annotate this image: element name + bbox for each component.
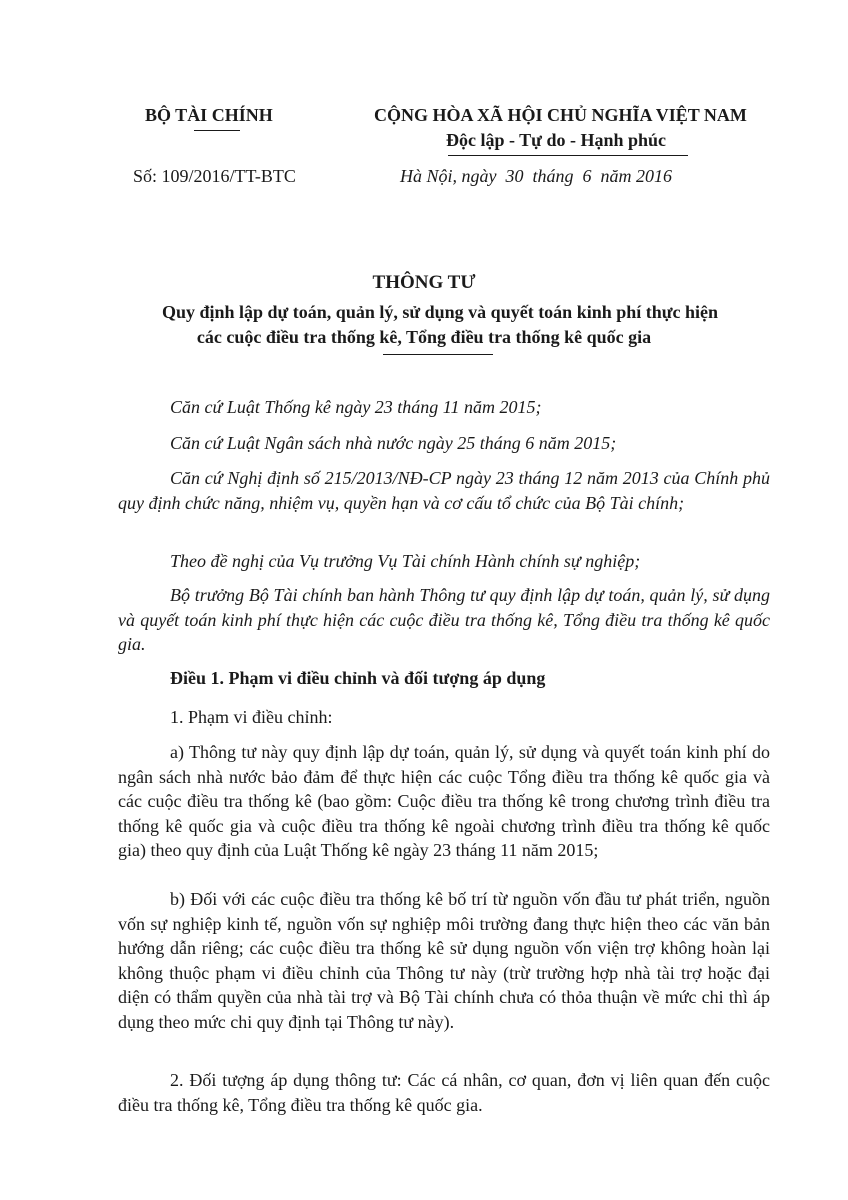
point-b: b) Đối với các cuộc điều tra thống kê bố trí từ nguồn vốn đầu tư phát triển, nguồn vốn sự nghiệp kinh tế, nguồn vốn sự nghiệp môi trường đang thực hiện theo các văn bản hướng dẫn riêng; các cuộc điều tra thống kê sử dụng nguồn vốn viện trợ không hoàn lại không thuộc phạm vi điều chỉnh của Thông tư này (trừ trường hợp nhà tài trợ hoặc đại diện có thẩm quyền của nhà tài trợ và Bộ Tài chính chưa có thỏa thuận về mức chi thì áp dụng theo mức chi quy định tại Thông tư này). <box>118 889 770 1032</box>
clause-1: 1. Phạm vi điều chỉnh: <box>170 707 333 727</box>
national-motto: Độc lập - Tự do - Hạnh phúc <box>446 130 667 150</box>
preamble-item: Căn cứ Luật Ngân sách nhà nước ngày 25 tháng 6 năm 2015; <box>170 433 617 453</box>
ministry-name: BỘ TÀI CHÍNH <box>145 105 273 125</box>
document-number: Số: 109/2016/TT-BTC <box>133 166 296 186</box>
preamble-item: Theo đề nghị của Vụ trưởng Vụ Tài chính Hành chính sự nghiệp; <box>170 551 641 571</box>
subject-line-1: Quy định lập dự toán, quản lý, sử dụng và quyết toán kinh phí thực hiện <box>161 302 719 322</box>
document-type: THÔNG TƯ <box>372 272 476 293</box>
article-1-heading: Điều 1. Phạm vi điều chỉnh và đối tượng áp dụng <box>170 668 546 688</box>
point-a: a) Thông tư này quy định lập dự toán, quản lý, sử dụng và quyết toán kinh phí do ngân sách nhà nước bảo đảm để thực hiện các cuộc Tổng điều tra thống kê quốc gia và các cuộc điều tra thống kê (bao gồm: Cuộc điều tra thống kê trong chương trình điều tra thống kê quốc gia và cuộc điều tra thống kê ngoài chương trình điều tra thống kê quốc gia) theo quy định của Luật Thống kê ngày 23 tháng 11 năm 2015; <box>118 742 770 860</box>
title-underline <box>383 354 493 355</box>
preamble-item: Bộ trưởng Bộ Tài chính ban hành Thông tư quy định lập dự toán, quản lý, sử dụng và quyết toán kinh phí thực hiện các cuộc điều tra thống kê, Tổng điều tra thống kê quốc gia. <box>118 585 770 654</box>
clause-2: 2. Đối tượng áp dụng thông tư: Các cá nhân, cơ quan, đơn vị liên quan đến cuộc điều tra thống kê, Tổng điều tra thống kê quốc gia. <box>118 1070 770 1115</box>
ministry-underline <box>194 130 240 131</box>
place-date: Hà Nội, ngày 30 tháng 6 năm 2016 <box>400 166 672 186</box>
motto-underline <box>448 155 688 156</box>
country-name: CỘNG HÒA XÃ HỘI CHỦ NGHĨA VIỆT NAM <box>374 105 747 125</box>
preamble-item: Căn cứ Nghị định số 215/2013/NĐ-CP ngày 23 tháng 12 năm 2013 của Chính phủ quy định chức năng, nhiệm vụ, quyền hạn và cơ cấu tổ chức của Bộ Tài chính; <box>118 468 770 513</box>
preamble-item: Căn cứ Luật Thống kê ngày 23 tháng 11 năm 2015; <box>170 397 542 417</box>
subject-line-2: các cuộc điều tra thống kê, Tổng điều tra thống kê quốc gia <box>196 327 652 347</box>
